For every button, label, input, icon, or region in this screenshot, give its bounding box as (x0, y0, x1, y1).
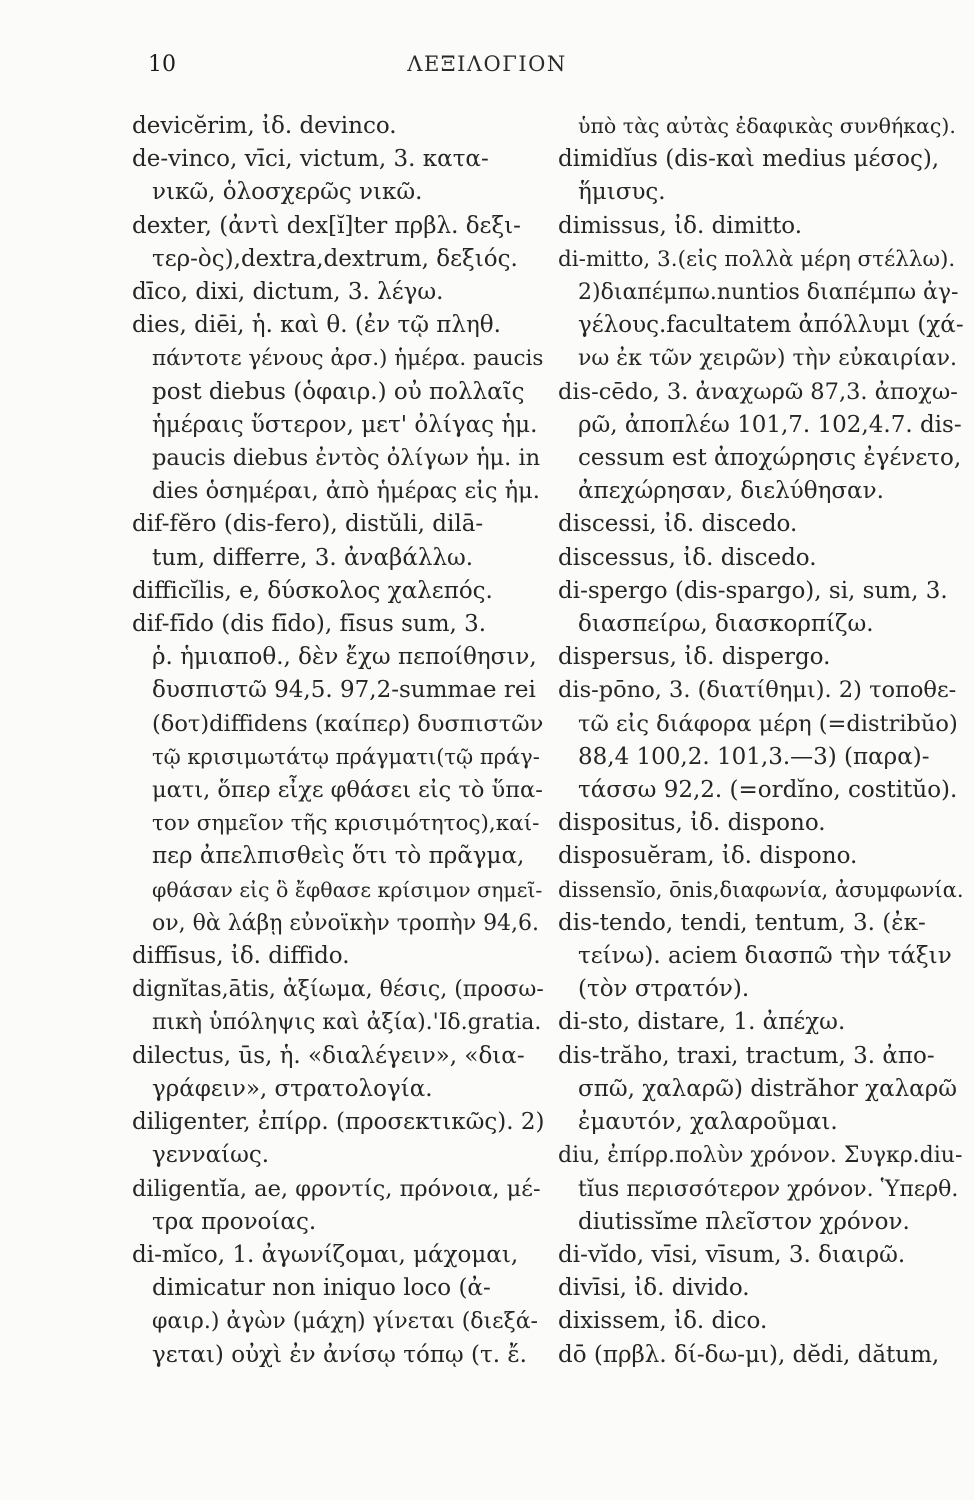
entry-headword-line: disposuĕram, ἰδ. dispono. (558, 843, 858, 870)
entry-continuation-line: γράφειν», στρατολογία. (152, 1075, 433, 1102)
entry-continuation-line: γέλους.facultatem ἀπόλλυμι (χά- (578, 312, 964, 339)
entry-headword-line: dexter, (ἀντὶ dex[ĭ]ter πρβλ. δεξι- (132, 212, 521, 239)
entry-continuation-line: ἥμισυς. (578, 179, 666, 206)
entry-continuation-line: paucis diebus ἐντὸς ὀλίγων ἡμ. in (152, 445, 541, 472)
entry-continuation-line: τρα προνοίας. (152, 1208, 317, 1235)
running-head: ΛΕΞΙΛΟΓΙΟΝ (407, 52, 567, 76)
entry-continuation-line: νικῶ, ὁλοσχερῶς νικῶ. (152, 179, 423, 206)
entry-continuation-line: περ ἀπελπισθεὶς ὅτι τὸ πρᾶγμα, (152, 843, 525, 870)
entry-continuation-line: φθάσαν εἰς ὃ ἔφθασε κρίσιμον σημεῖ- (152, 877, 543, 902)
entry-headword-line: de-vinco, vīci, victum, 3. κατα- (132, 146, 489, 173)
entry-headword-line: di-sto, distare, 1. ἀπέχω. (558, 1009, 846, 1036)
entry-headword-line: discessi, ἰδ. discedo. (558, 511, 798, 538)
right-column (558, 110, 964, 1372)
entry-continuation-line: τερ-ὸς),dextra,dextrum, δεξιός. (152, 245, 518, 272)
entry-headword-line: dixissem, ἰδ. dico. (558, 1308, 768, 1335)
entry-continuation-line: δυσπιστῶ 94,5. 97,2-summae rei (152, 677, 536, 704)
entry-continuation-line: πικὴ ὑπόληψις καὶ ἀξία).'Ιδ.gratia. (152, 1010, 542, 1036)
entry-headword-line: di-mĭco, 1. ἀγωνίζομαι, μάχομαι, (132, 1241, 519, 1268)
entry-continuation-line: ῥ. ἡμιαποθ., δὲν ἔχω πεποίθησιν, (152, 644, 537, 671)
entry-continuation-line: ἡμέραις ὕστερον, μετ' ὀλίγας ἡμ. (152, 411, 538, 438)
entry-headword-line: dignĭtas,ātis, ἀξίωμα, θέσις, (προσω- (132, 977, 544, 1003)
entry-headword-line: diligenter, ἐπίρρ. (προσεκτικῶς). 2) (132, 1109, 545, 1136)
entry-continuation-line: ἐμαυτόν, χαλαροῦμαι. (578, 1109, 838, 1136)
entry-headword-line: difficĭlis, e, δύσκολος χαλεπός. (132, 577, 493, 604)
entry-headword-line: dimissus, ἰδ. dimitto. (558, 212, 803, 239)
entry-continuation-line: 2)διαπέμπω.nuntios διαπέμπω ἀγ- (578, 280, 959, 306)
left-column (132, 110, 544, 1372)
entry-headword-line: dif-fĕro (dis-fero), distŭli, dilā- (132, 511, 484, 538)
entry-headword-line: dimidĭus (dis-καὶ medius μέσος), (558, 146, 940, 173)
entry-headword-line: dis-cēdo, 3. ἀναχωρῶ 87,3. ἀποχω- (558, 378, 958, 405)
entry-headword-line: dis-pōno, 3. (διατίθημι). 2) τοποθε- (558, 677, 957, 704)
entry-continuation-line: πάντοτε γένους ἀρσ.) ἡμέρα. paucis (152, 346, 544, 372)
entry-continuation-line: σπῶ, χαλαρῶ) distrăhor χαλαρῶ (578, 1075, 957, 1102)
entry-continuation-line: τείνω). aciem διασπῶ τὴν τάξιν (578, 943, 952, 970)
entry-headword-line: discessus, ἰδ. discedo. (558, 544, 817, 571)
entry-continuation-line: dimicatur non iniquo loco (ἀ- (152, 1275, 491, 1302)
entry-headword-line: dies, diēi, ἡ. καὶ θ. (ἐν τῷ πληθ. (132, 312, 501, 339)
entry-headword-line: dis-trăho, traxi, tractum, 3. ἀπο- (558, 1042, 935, 1069)
entry-continuation-line: dies ὁσημέραι, ἀπὸ ἡμέρας εἰς ἡμ. (152, 478, 540, 505)
entry-continuation-line: γενναίως. (152, 1142, 270, 1169)
entry-headword-line: dispersus, ἰδ. dispergo. (558, 644, 831, 671)
entry-continuation-line: γεται) οὐχὶ ἐν ἀνίσῳ τόπῳ (τ. ἔ. (152, 1341, 527, 1368)
entry-headword-line: dis-tendo, tendi, tentum, 3. (ἐκ- (558, 909, 926, 936)
entry-continuation-line: 88,4 100,2. 101,3.—3) (παρα)- (578, 743, 930, 770)
entry-continuation-line: τῷ κρισιμωτάτῳ πράγματι(τῷ πράγ- (152, 744, 540, 769)
entry-headword-line: di-spergo (dis-spargo), si, sum, 3. (558, 577, 948, 604)
entry-continuation-line: ἀπεχώρησαν, διελύθησαν. (578, 478, 884, 505)
entry-continuation-line: ον, θὰ λάβῃ εὐνοϊκὴν τροπὴν 94,6. (152, 910, 540, 936)
entry-continuation-line: tum, differre, 3. ἀναβάλλω. (152, 544, 474, 571)
entry-continuation-line: tĭus περισσότερον χρόνον. Ὑπερθ. (578, 1176, 959, 1202)
entry-continuation-line: διασπείρω, διασκορπίζω. (578, 611, 874, 638)
entry-continuation-line: τῶ εἰς διάφορα μέρη (=distribŭo) (578, 710, 958, 737)
entry-continuation-line: νω ἐκ τῶν χειρῶν) τὴν εὐκαιρίαν. (578, 346, 958, 372)
entry-headword-line: devicĕrim, ἰδ. devinco. (132, 113, 397, 139)
entry-continuation-line: diutissĭme πλεῖστον χρόνον. (578, 1208, 910, 1235)
entry-headword-line: diffīsus, ἰδ. diffido. (132, 943, 350, 970)
entry-headword-line: dilectus, ūs, ἡ. «διαλέγειν», «δια- (132, 1042, 525, 1069)
entry-continuation-line: (δοτ)diffidens (καίπερ) δυσπιστῶν (152, 710, 544, 737)
entry-headword-line: di-vĭdo, vīsi, vīsum, 3. διαιρῶ. (558, 1241, 906, 1268)
entry-continuation-line: τάσσω 92,2. (=ordĭno, costitŭo). (578, 777, 958, 804)
entry-continuation-line: φαιρ.) ἀγὼν (μάχη) γίνεται (διεξά- (152, 1309, 538, 1335)
entry-headword-line: divīsi, ἰδ. divido. (558, 1275, 750, 1302)
entry-headword-line: dō (πρβλ. δί-δω-μι), dĕdi, dătum, (558, 1341, 940, 1368)
entry-continuation-line: (τὸν στρατόν). (578, 976, 750, 1003)
entry-headword-line: diligentĭa, ae, φροντίς, πρόνοια, μέ- (132, 1175, 541, 1202)
entry-continuation-line: τον σημεῖον τῆς κρισιμότητος),καί- (152, 811, 540, 837)
entry-continuation-line: ὑπὸ τὰς αὐτὰς ἐδαφικὰς συνθήκας). (578, 114, 956, 138)
entry-continuation-line: cessum est ἀποχώρησις ἐγένετο, (578, 445, 962, 472)
page-number: 10 (148, 52, 176, 77)
entry-headword-line: dissensĭo, ōnis,διαφωνία, ἀσυμφωνία. (558, 877, 964, 902)
entry-headword-line: dīco, dixi, dictum, 3. λέγω. (132, 279, 444, 306)
entry-headword-line: dif-fīdo (dis fīdo), fīsus sum, 3. (132, 611, 487, 638)
entry-headword-line: diu, ἐπίρρ.πολὺν χρόνον. Συγκρ.diu- (558, 1143, 963, 1169)
entry-continuation-line: post diebus (ὁφαιρ.) οὐ πολλαῖς (152, 378, 525, 405)
entry-continuation-line: ρῶ, ἀποπλέω 101,7. 102,4.7. dis- (578, 411, 962, 438)
entry-headword-line: dispositus, ἰδ. dispono. (558, 810, 826, 837)
entry-continuation-line: ματι, ὅπερ εἶχε φθάσει εἰς τὸ ὕπα- (152, 777, 543, 804)
entry-headword-line: di-mitto, 3.(εἰς πολλὰ μέρη στέλλω). (558, 246, 956, 272)
